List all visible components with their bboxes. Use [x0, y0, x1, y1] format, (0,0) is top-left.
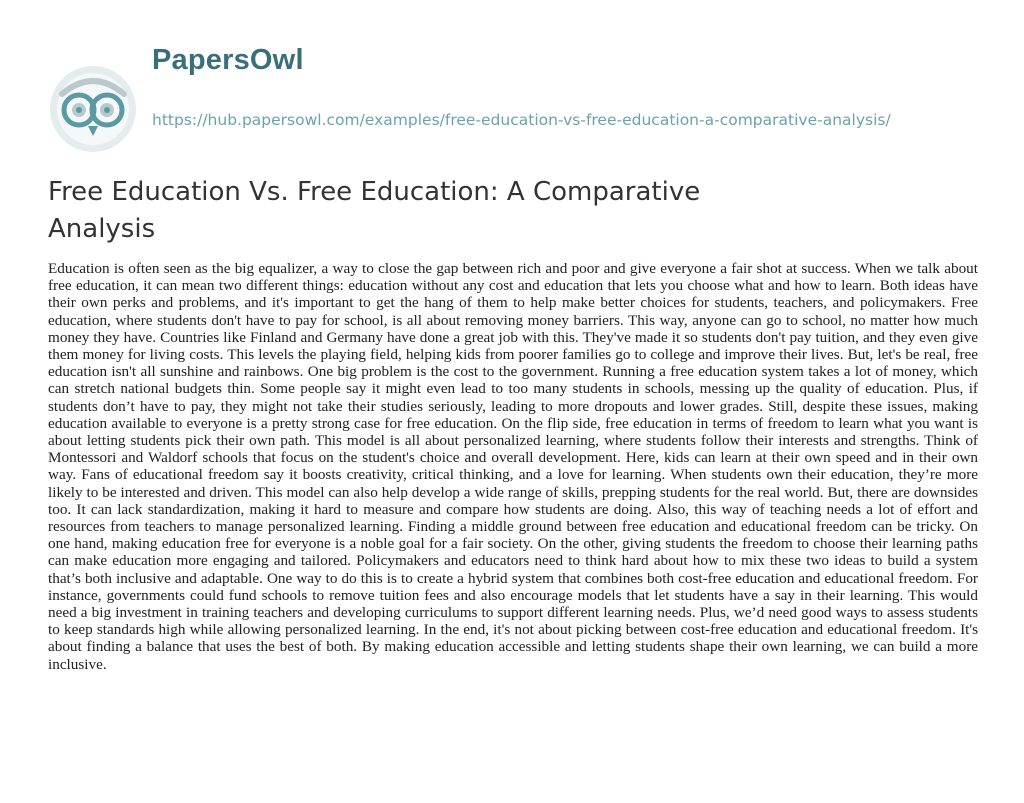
article-title: Free Education Vs. Free Education: A Comparative Analysis — [48, 177, 701, 244]
brand-name: PapersOwl — [152, 44, 304, 76]
owl-icon — [48, 64, 138, 154]
header — [48, 46, 948, 156]
article-body: Education is often seen as the big equalizer, a way to close the gap between rich and poor and give everyone a fair shot at success. When we talk about free education, it can mean two different things: education without any cost and education that lets you choose what and how to learn. Both ideas have their own perks and problems, and it's important to get the hang of them to help make better choices for students, teachers, and policymakers. Free education, where students don't have to pay for school, is all about removing money barriers. This way, anyone can go to school, no matter how much money they have. Countries like Finland and Germany have done a great job with this. They've made it so students don't pay tuition, and they even give them money for living costs. This levels the playing field, helping kids from poorer families go to college and improve their lives. But, let's be real, free education isn't all sunshine and rainbows. One big problem is the cost to the government. Running a free education system takes a lot of money, which can stretch national budgets thin. Some people say it might even lead to too many students in schools, messing up the quality of education. Plus, if students don’t have to pay, they might not take their studies seriously, leading to more dropouts and lower grades. Still, despite these issues, making education available to everyone is a pretty strong case for free education. On the flip side, free education in terms of freedom to learn what you want is about letting students pick their own path. This model is all about personalized learning, where students follow their interests and strengths. Think of Montessori and Waldorf schools that focus on the student's choice and overall development. Here, kids can learn at their own speed and in their own way. Fans of educational freedom say it boosts creativity, critical thinking, and a love for learning. When students own their education, they’re more likely to be interested and driven. This model can also help develop a wide range of skills, prepping students for the real world. But, there are downsides too. It can lack standardization, making it hard to measure and compare how students are doing. Also, this way of teaching needs a lot of effort and resources from teachers to manage personalized learning. Finding a middle ground between free education and educational freedom can be tricky. On one hand, making education free for everyone is a noble goal for a fair society. On the other, giving students the freedom to choose their learning paths can make education more engaging and tailored. Policymakers and educators need to think hard about how to mix these two ideas to build a system that’s both inclusive and adaptable. One way to do this is to create a hybrid system that combines both cost-free education and educational freedom. For instance, governments could fund schools to remove tuition fees and also encourage models that let students have a say in their learning. This would need a big investment in training teachers and developing curriculums to support different learning needs. Plus, we’d need good ways to assess students to keep standards high while allowing personalized learning. In the end, it's not about picking between cost-free education and educational freedom. It's about finding a balance that uses the best of both. By making education accessible and letting students shape their own learning, we can build a more inclusive. — [48, 260, 978, 673]
source-url-link[interactable]: https://hub.papersowl.com/examples/free-education-vs-free-education-a-comparative-analysis/ — [152, 111, 891, 129]
